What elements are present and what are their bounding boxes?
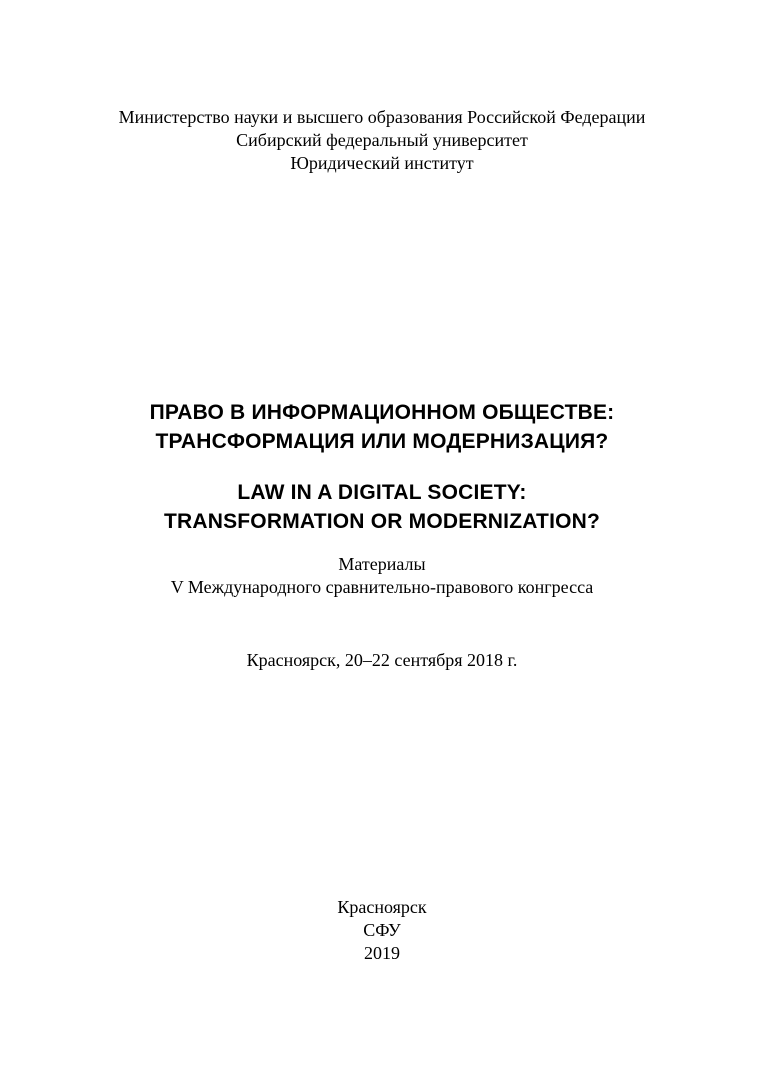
title-english-line-1: LAW IN A DIGITAL SOCIETY: xyxy=(237,481,527,504)
materials-label: Материалы xyxy=(338,554,426,574)
imprint-year: 2019 xyxy=(364,943,400,963)
title-russian xyxy=(0,398,764,456)
title-english-line-2: TRANSFORMATION OR MODERNIZATION? xyxy=(163,510,601,533)
congress-name: V Международного сравнительно-правового конгресса xyxy=(170,577,594,597)
ministry-name: Министерство науки и высшего образования Российской Федерации xyxy=(118,107,646,127)
imprint-city: Красноярск xyxy=(337,897,427,917)
title-russian-line-1: ПРАВО В ИНФОРМАЦИОННОМ ОБЩЕСТВЕ: xyxy=(149,401,615,424)
title-russian-line-2: ТРАНСФОРМАЦИЯ ИЛИ МОДЕРНИЗАЦИЯ? xyxy=(155,430,609,453)
institution-header xyxy=(0,106,764,175)
materials-subtitle xyxy=(0,553,764,599)
conference-place-date: Красноярск, 20–22 сентября 2018 г. xyxy=(246,650,518,670)
university-name: Сибирский федеральный университет xyxy=(236,130,528,150)
imprint xyxy=(0,896,764,965)
title-english xyxy=(0,478,764,536)
imprint-publisher: СФУ xyxy=(363,920,401,940)
institute-name: Юридический институт xyxy=(290,153,474,173)
